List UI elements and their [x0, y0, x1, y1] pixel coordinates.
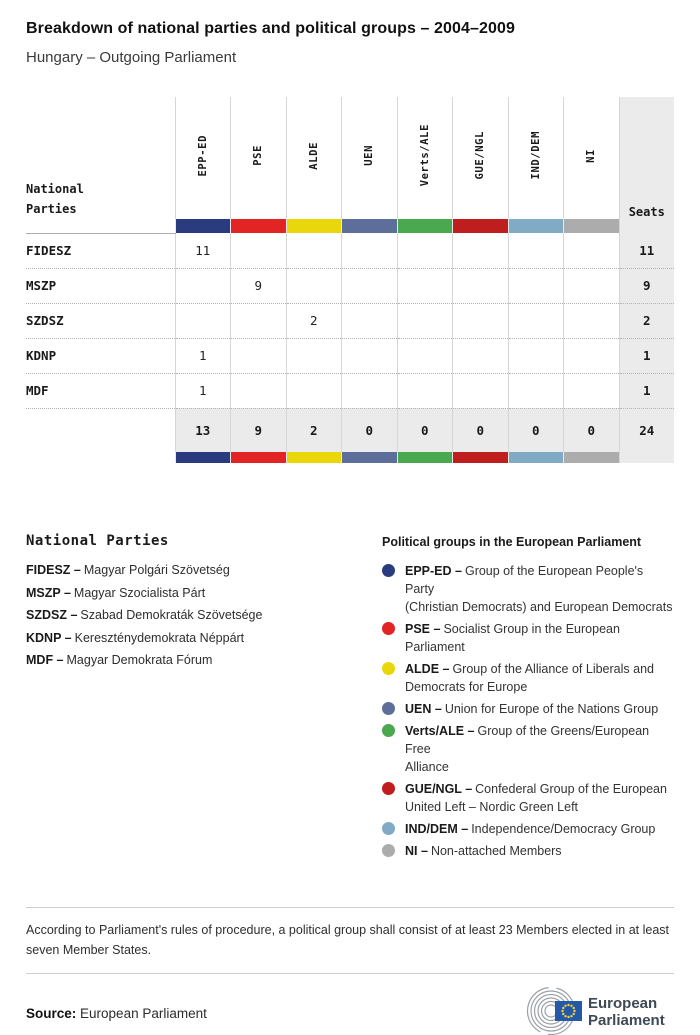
- color-bar-epp-ed: [175, 219, 231, 233]
- party-label: KDNP: [26, 338, 175, 373]
- cell-value: [286, 268, 342, 303]
- cell-value: [453, 233, 509, 268]
- seats-value: 1: [619, 338, 674, 373]
- cell-value: [397, 338, 453, 373]
- party-label: SZDSZ: [26, 303, 175, 338]
- footnote: According to Parliament's rules of procedure, a political group shall consist of at least 23 Members elected in at least seven Member States.: [26, 907, 674, 974]
- cell-value: [342, 338, 398, 373]
- color-bar-gue-ngl: [453, 219, 509, 233]
- footer: [26, 985, 674, 1035]
- logo-text-european: European: [588, 995, 658, 1012]
- table-header-row: [26, 97, 674, 219]
- cell-value: [342, 233, 398, 268]
- source-label: Source:: [26, 1006, 77, 1021]
- legend-group-verts-ale: Verts/ALE – Group of the Greens/European Free Alliance: [382, 722, 674, 776]
- legend-party-mdf: MDF – Magyar Demokrata Fórum: [26, 653, 213, 667]
- cell-value: [564, 233, 620, 268]
- table-row-szdsz: [26, 303, 674, 338]
- seats-value: 11: [619, 233, 674, 268]
- cell-value: [231, 303, 287, 338]
- color-bar-ni: [564, 452, 620, 463]
- color-bar-alde: [286, 219, 342, 233]
- totals-row: [26, 408, 674, 452]
- seats-column-fill: [619, 452, 674, 463]
- group-color-dot: [382, 622, 395, 635]
- row-header-label: [26, 97, 175, 219]
- cell-value: [342, 268, 398, 303]
- legend-party-mszp: MSZP – Magyar Szocialista Párt: [26, 585, 206, 600]
- cell-value: 9: [231, 268, 287, 303]
- column-header-seats: Seats: [619, 97, 674, 219]
- row-header-line2: Parties: [26, 202, 77, 216]
- seats-value: 2: [619, 303, 674, 338]
- group-color-dot: [382, 662, 395, 675]
- color-bar-epp-ed: [175, 452, 231, 463]
- cell-value: [342, 373, 398, 408]
- european-parliament-logo: [522, 985, 674, 1035]
- legend-national-parties: [26, 533, 382, 864]
- cell-value: [231, 373, 287, 408]
- legend-groups-heading: Political groups in the European Parliament: [382, 535, 642, 549]
- legend-group-ni: NI – Non-attached Members: [382, 842, 674, 860]
- color-bar-spacer: [26, 452, 175, 463]
- infographic-page: [0, 20, 700, 1035]
- cell-value: [286, 233, 342, 268]
- row-header-line1: National: [26, 182, 84, 196]
- cell-value: [564, 373, 620, 408]
- table-row-kdnp: [26, 338, 674, 373]
- group-color-dot: [382, 564, 395, 577]
- legend-group-uen: UEN – Union for Europe of the Nations Group: [382, 700, 674, 718]
- table-row-fidesz: [26, 233, 674, 268]
- cell-value: [508, 373, 564, 408]
- legend-party-szdsz: SZDSZ – Szabad Demokraták Szövetsége: [26, 608, 263, 622]
- color-bar-alde: [286, 452, 342, 463]
- cell-value: [175, 268, 231, 303]
- seats-value: 1: [619, 373, 674, 408]
- group-color-dot: [382, 782, 395, 795]
- legend-group-alde: ALDE – Group of the Alliance of Liberals and Democrats for Europe: [382, 660, 674, 696]
- column-header-alde: ALDE: [286, 97, 342, 219]
- legend-group-gue-ngl: GUE/NGL – Confederal Group of the European United Left – Nordic Green Left: [382, 780, 674, 816]
- table-row-mszp: [26, 268, 674, 303]
- column-header-verts-ale: Verts/ALE: [397, 97, 453, 219]
- legend-section: [26, 533, 674, 864]
- cell-value: [175, 303, 231, 338]
- legend-group-pse: PSE – Socialist Group in the European Parliament: [382, 620, 674, 656]
- color-bar-spacer: [26, 219, 175, 233]
- column-header-ni: NI: [564, 97, 620, 219]
- column-header-gue-ngl: GUE/NGL: [453, 97, 509, 219]
- cell-value: 1: [175, 373, 231, 408]
- cell-value: [231, 338, 287, 373]
- total-value: 0: [564, 408, 620, 452]
- cell-value: 2: [286, 303, 342, 338]
- legend-party-kdnp: KDNP – Kereszténydemokrata Néppárt: [26, 630, 245, 645]
- party-label: MSZP: [26, 268, 175, 303]
- group-color-dot: [382, 822, 395, 835]
- color-bar-pse: [231, 452, 287, 463]
- color-bar-gue-ngl: [453, 452, 509, 463]
- table-row-mdf: [26, 373, 674, 408]
- seats-value: 9: [619, 268, 674, 303]
- group-color-dot: [382, 844, 395, 857]
- cell-value: [231, 233, 287, 268]
- group-color-dot: [382, 724, 395, 737]
- source-value: European Parliament: [80, 1006, 207, 1021]
- cell-value: [397, 233, 453, 268]
- totals-spacer: [26, 408, 175, 452]
- color-bar-verts-ale: [397, 219, 453, 233]
- cell-value: [453, 303, 509, 338]
- legend-group-epp-ed: EPP-ED – Group of the European People's Party (Christian Democrats) and European Democrats: [382, 562, 674, 616]
- group-color-dot: [382, 702, 395, 715]
- cell-value: [286, 338, 342, 373]
- color-bar-ni: [564, 219, 620, 233]
- total-value: 0: [397, 408, 453, 452]
- cell-value: [342, 303, 398, 338]
- page-title: Breakdown of national parties and political groups – 2004–2009: [26, 20, 516, 37]
- party-label: MDF: [26, 373, 175, 408]
- cell-value: [564, 303, 620, 338]
- party-label: FIDESZ: [26, 233, 175, 268]
- cell-value: [508, 268, 564, 303]
- legend-group-ind-dem: IND/DEM – Independence/Democracy Group: [382, 820, 674, 838]
- total-value: 0: [342, 408, 398, 452]
- column-header-ind-dem: IND/DEM: [508, 97, 564, 219]
- color-bar-ind-dem: [508, 452, 564, 463]
- cell-value: [286, 373, 342, 408]
- legend-party-fidesz: FIDESZ – Magyar Polgári Szövetség: [26, 563, 230, 577]
- page-subtitle: Hungary – Outgoing Parliament: [26, 49, 237, 66]
- column-header-pse: PSE: [231, 97, 287, 219]
- column-header-epp-ed: EPP-ED: [175, 97, 231, 219]
- cell-value: [453, 268, 509, 303]
- seats-table: [26, 97, 674, 463]
- color-bar-pse: [231, 219, 287, 233]
- color-bar-verts-ale: [397, 452, 453, 463]
- total-seats-value: 24: [619, 408, 674, 452]
- cell-value: [508, 303, 564, 338]
- seats-column-fill: [619, 219, 674, 233]
- color-bar-ind-dem: [508, 219, 564, 233]
- color-bar-uen: [342, 219, 398, 233]
- source-line: [26, 1006, 207, 1035]
- group-color-bar-row: [26, 219, 674, 233]
- logo-text-parliament: Parliament: [588, 1012, 665, 1029]
- total-value: 0: [453, 408, 509, 452]
- cell-value: 1: [175, 338, 231, 373]
- cell-value: [508, 338, 564, 373]
- color-bar-uen: [342, 452, 398, 463]
- legend-political-groups: [382, 533, 674, 864]
- cell-value: [397, 373, 453, 408]
- cell-value: [453, 338, 509, 373]
- total-value: 0: [508, 408, 564, 452]
- cell-value: [564, 338, 620, 373]
- cell-value: 11: [175, 233, 231, 268]
- column-header-uen: UEN: [342, 97, 398, 219]
- total-value: 9: [231, 408, 287, 452]
- cell-value: [453, 373, 509, 408]
- group-color-bar-row-bottom: [26, 452, 674, 463]
- total-value: 2: [286, 408, 342, 452]
- total-value: 13: [175, 408, 231, 452]
- cell-value: [508, 233, 564, 268]
- cell-value: [397, 303, 453, 338]
- legend-parties-heading: National Parties: [26, 533, 169, 549]
- cell-value: [397, 268, 453, 303]
- cell-value: [564, 268, 620, 303]
